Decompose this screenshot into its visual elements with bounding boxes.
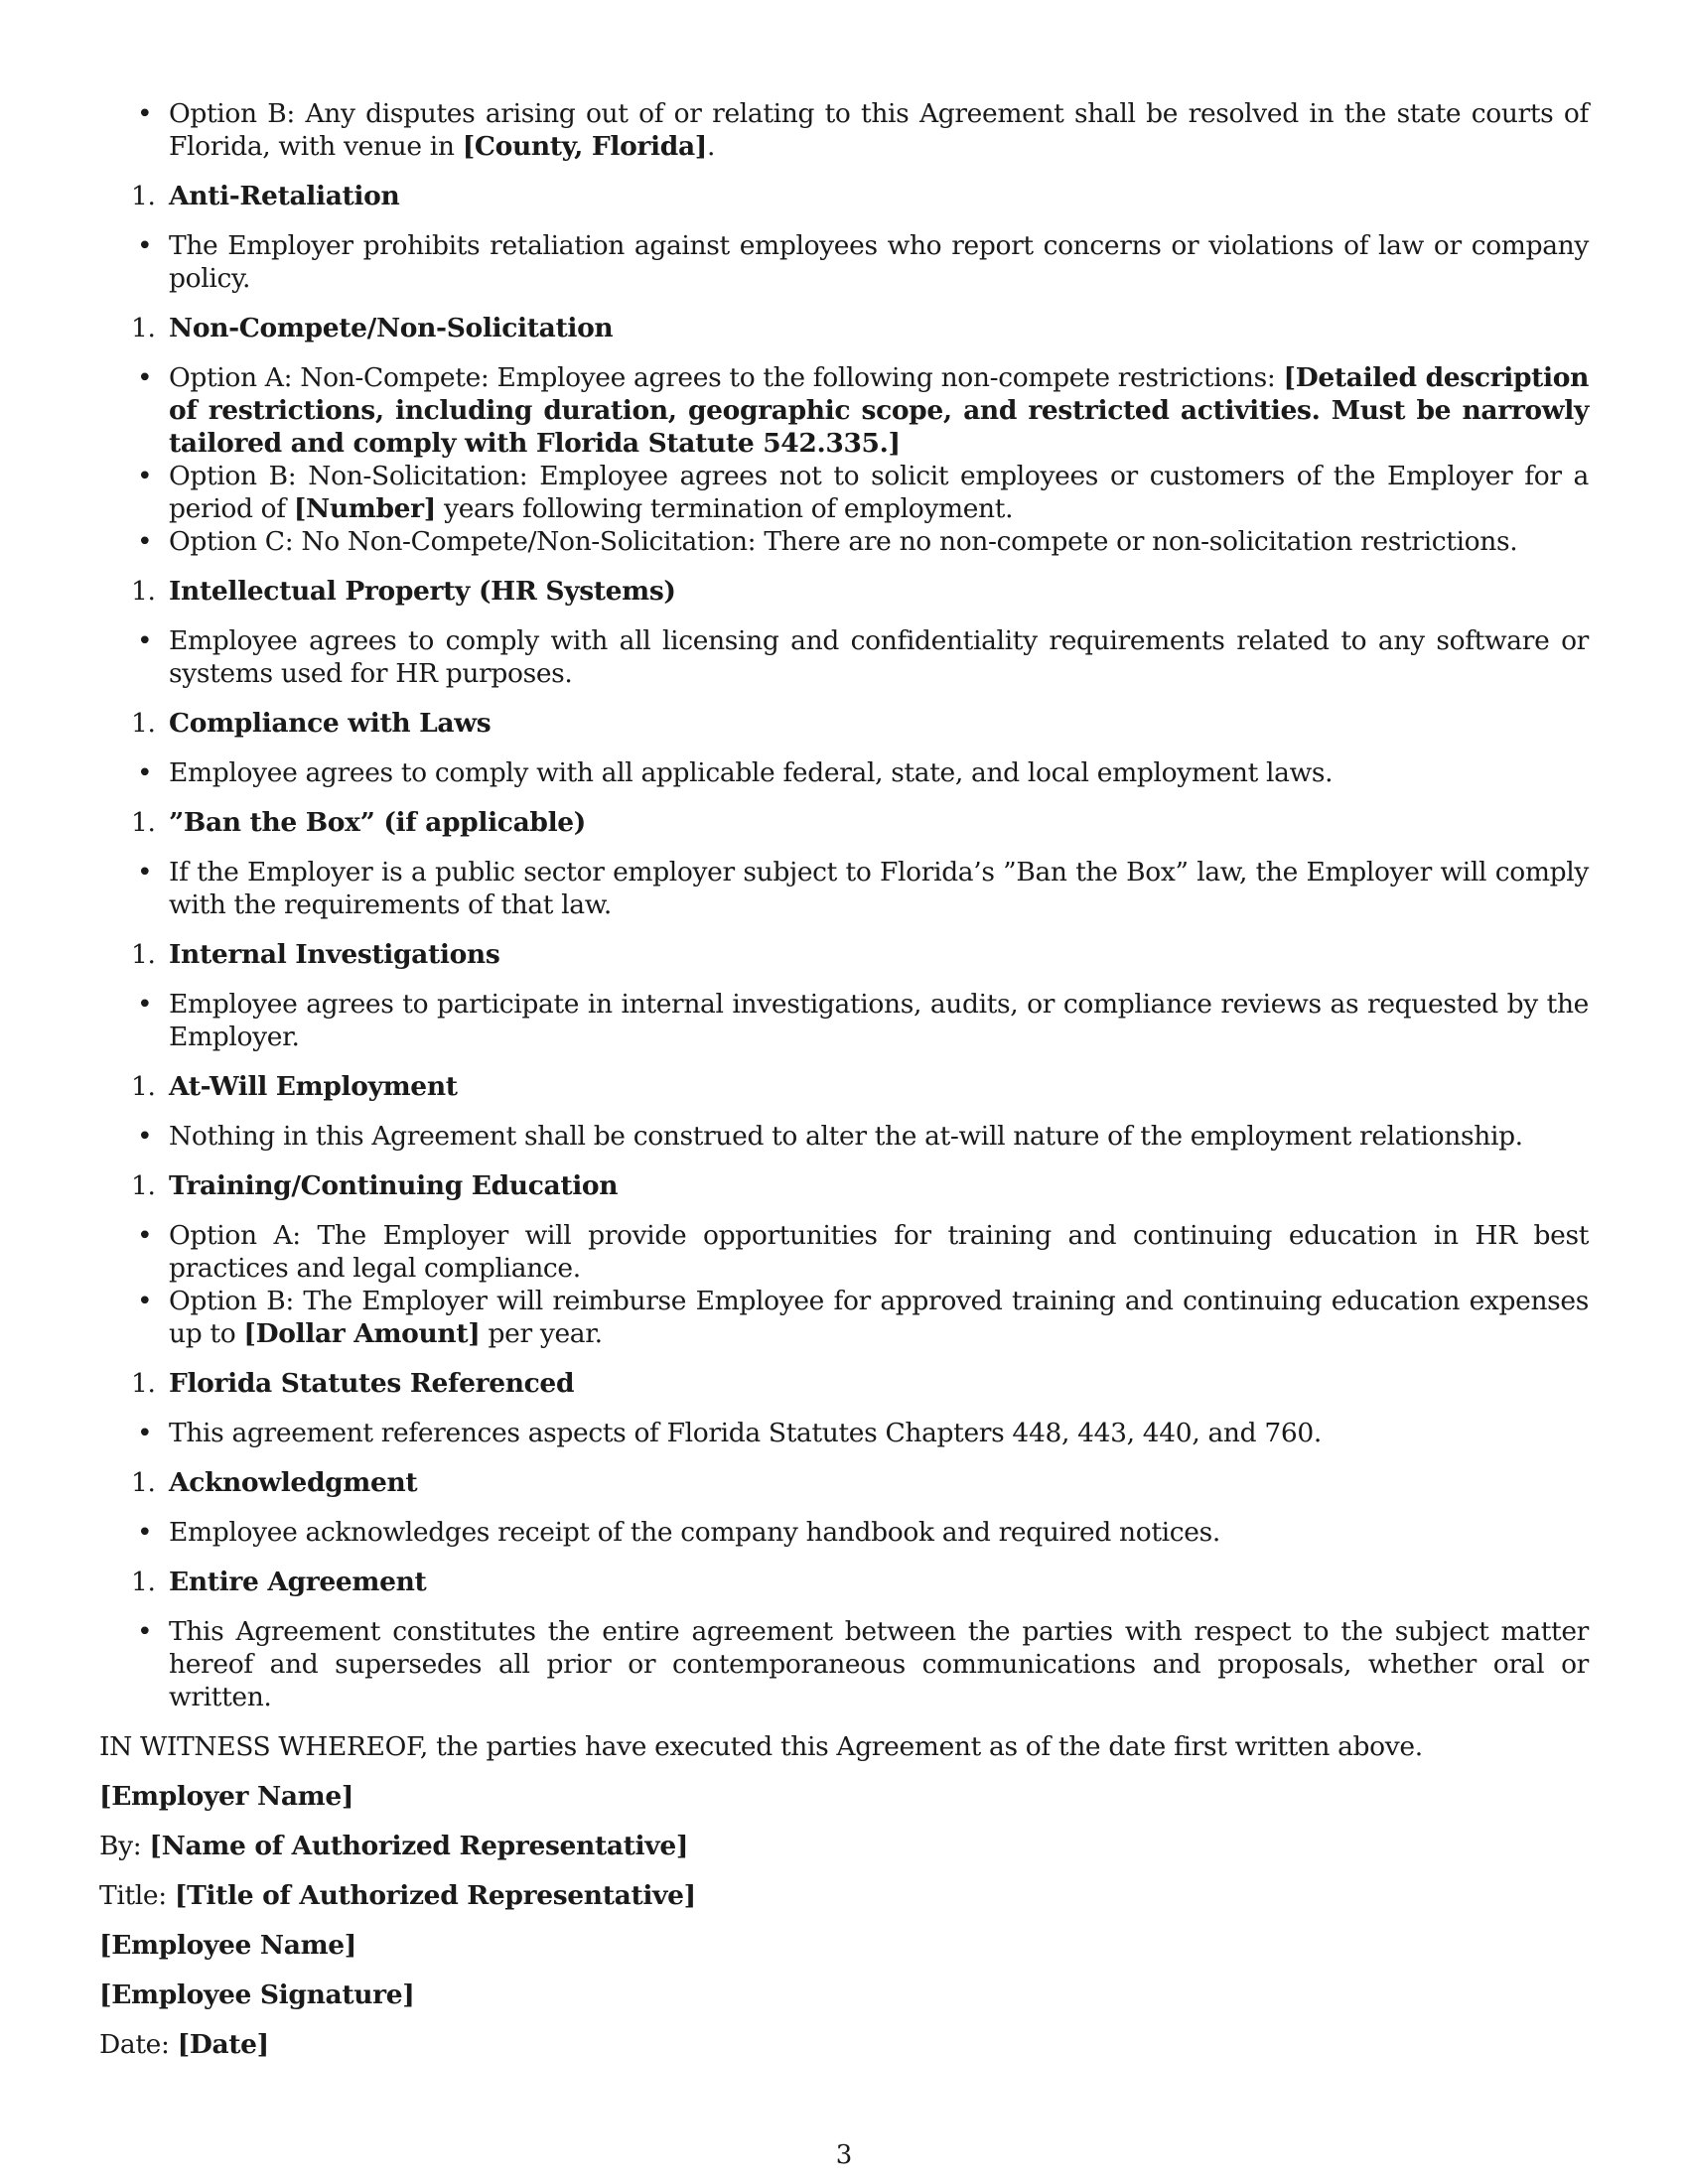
compliance-bullets <box>99 756 1589 789</box>
employer-name-placeholder: [Employer Name] <box>99 1781 354 1812</box>
list-item: • Option B: Non-Solicitation: Employee agrees not to solicit employees or customers of the Employer for a period of [Number] years following termination of employment. <box>99 460 1589 525</box>
witness-statement: IN WITNESS WHEREOF, the parties have executed this Agreement as of the date first written above. <box>99 1731 1423 1762</box>
section-heading-anti-retaliation: 1. Anti-Retaliation <box>131 181 400 211</box>
list-item: • Employee agrees to comply with all licensing and confidentiality requirements related to any software or systems used for HR purposes. <box>99 624 1589 690</box>
section-heading-investigations: 1. Internal Investigations <box>131 939 500 970</box>
placeholder-county: [County, Florida] <box>462 131 707 162</box>
section-heading-acknowledgment: 1. Acknowledgment <box>131 1467 418 1498</box>
non-compete-bullets <box>99 361 1589 558</box>
employee-name-placeholder: [Employee Name] <box>99 1930 356 1961</box>
document-body <box>99 97 1589 2078</box>
section-heading-statutes: 1. Florida Statutes Referenced <box>131 1368 575 1399</box>
acknowledgment-bullets <box>99 1516 1589 1549</box>
section-heading-training: 1. Training/Continuing Education <box>131 1170 619 1201</box>
placeholder-dollar-amount: [Dollar Amount] <box>243 1318 481 1349</box>
list-item: • Option A: Non-Compete: Employee agrees to the following non-compete restrictions: [Detailed description of restrictions, including duration, geographic scope, and restricted activities. Must be narrowly tailored and comply with Florida Statute 542.335.] <box>99 361 1589 460</box>
list-item: • If the Employer is a public sector employer subject to Florida’s ”Ban the Box” law, the Employer will comply with the requirements of that law. <box>99 856 1589 921</box>
list-item: • Option C: No Non-Compete/Non-Solicitation: There are no non-compete or non-solicitation restrictions. <box>99 525 1589 558</box>
investigations-bullets <box>99 988 1589 1053</box>
employee-signature-placeholder: [Employee Signature] <box>99 1979 415 2010</box>
list-item: • This agreement references aspects of Florida Statutes Chapters 448, 443, 440, and 760. <box>99 1417 1589 1449</box>
ban-the-box-bullets <box>99 856 1589 921</box>
list-item: • This Agreement constitutes the entire agreement between the parties with respect to the subject matter hereof and supersedes all prior or contemporaneous communications and proposals, whether oral or written. <box>99 1615 1589 1713</box>
authorized-rep-line: By: [Name of Authorized Representative] <box>99 1831 689 1861</box>
training-bullets <box>99 1219 1589 1350</box>
list-item: • Option B: The Employer will reimburse Employee for approved training and continuing education expenses up to [Dollar Amount] per year. <box>99 1285 1589 1350</box>
entire-agreement-bullets <box>99 1615 1589 1713</box>
at-will-bullets <box>99 1120 1589 1153</box>
date-line: Date: [Date] <box>99 2029 269 2060</box>
placeholder-number: [Number] <box>293 493 436 524</box>
section-heading-ban-the-box: 1. ”Ban the Box” (if applicable) <box>131 807 586 838</box>
anti-retaliation-bullets <box>99 229 1589 295</box>
rep-title-line: Title: [Title of Authorized Representative] <box>99 1880 696 1911</box>
intellectual-property-bullets <box>99 624 1589 690</box>
section-heading-compliance: 1. Compliance with Laws <box>131 708 492 739</box>
list-item: • Option B: Any disputes arising out of or relating to this Agreement shall be resolved in the state courts of Florida, with venue in [County, Florida]. <box>99 97 1589 163</box>
page-number: 3 <box>835 2140 853 2170</box>
list-item: • Employee agrees to comply with all applicable federal, state, and local employment laws. <box>99 756 1589 789</box>
section-heading-intellectual-property: 1. Intellectual Property (HR Systems) <box>131 576 676 607</box>
list-item: • Employee agrees to participate in internal investigations, audits, or compliance reviews as requested by the Employer. <box>99 988 1589 1053</box>
section-heading-entire-agreement: 1. Entire Agreement <box>131 1567 427 1597</box>
list-item: • The Employer prohibits retaliation against employees who report concerns or violations of law or company policy. <box>99 229 1589 295</box>
statutes-bullets <box>99 1417 1589 1449</box>
section-heading-non-compete: 1. Non-Compete/Non-Solicitation <box>131 313 614 343</box>
section-heading-at-will: 1. At-Will Employment <box>131 1071 458 1102</box>
disputes-bullets <box>99 97 1589 163</box>
list-item: • Option A: The Employer will provide opportunities for training and continuing education in HR best practices and legal compliance. <box>99 1219 1589 1285</box>
placeholder-restrictions: [Detailed description of restrictions, including duration, geographic scope, and restricted activities. Must be narrowly tailored and comply with Florida Statute 542.335.] <box>169 362 1589 459</box>
list-item: • Nothing in this Agreement shall be construed to alter the at-will nature of the employment relationship. <box>99 1120 1589 1153</box>
list-item: • Employee acknowledges receipt of the company handbook and required notices. <box>99 1516 1589 1549</box>
